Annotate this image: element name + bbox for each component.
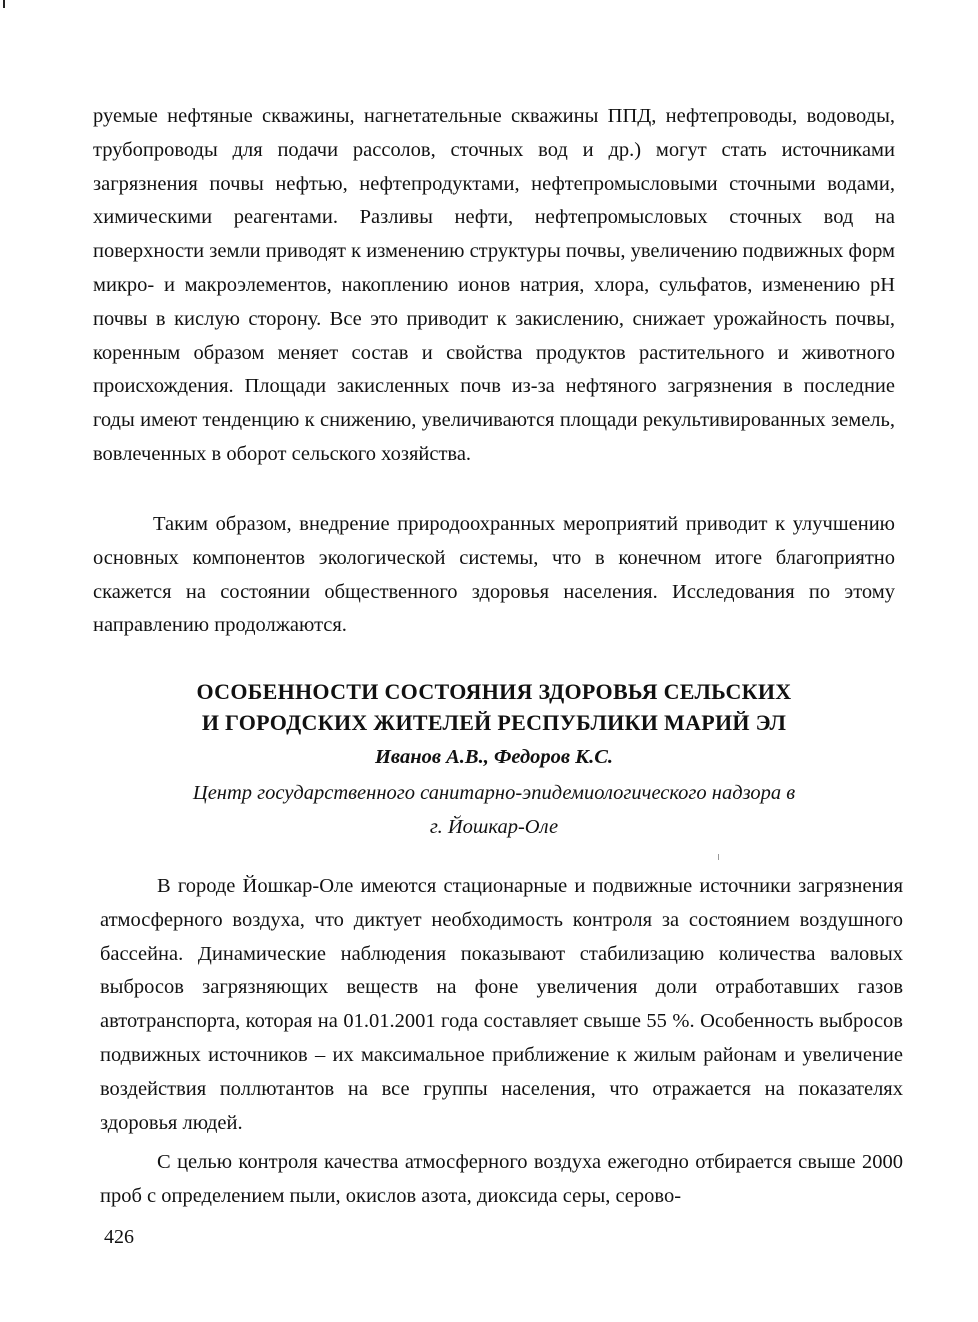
article-paragraph-1: В городе Йошкар-Оле имеются стационарные и подвижные источники загрязнения атмосферного воздуха, что диктует необходимость контроля за состоянием воздушного бассейна. Динамические наблюдения показывают стабилизацию количества валовых выбросов загрязняющих веществ на фоне увеличения доли отработавших газов автотранспорта, которая на 01.01.2001 года составляет свыше 55 %. Особенность выбросов подвижных источников – их максимальное приближение к жилым районам и увеличение воздействия поллютантов на все группы населения, что отражается на показателях здоровья людей.: [100, 875, 903, 1134]
article-title-line-1: ОСОБЕННОСТИ СОСТОЯНИЯ ЗДОРОВЬЯ СЕЛЬСКИХ: [196, 679, 792, 704]
article-title: [93, 676, 895, 738]
article-paragraph-2: С целью контроля качества атмосферного воздуха ежегодно отбирается свыше 2000 проб с определением пыли, окислов азота, диоксида серы, серово-: [100, 1151, 903, 1207]
affiliation-line-1: Центр государственного санитарно-эпидемиологического надзора в: [192, 782, 796, 804]
affiliation-line-2: г. Йошкар-Оле: [429, 816, 559, 838]
article-affiliation: [93, 776, 895, 844]
page-number: 426: [104, 1226, 134, 1248]
scan-mark: [3, 0, 5, 8]
article-authors: Иванов А.В., Федоров К.С.: [374, 746, 614, 768]
paragraph-conclusion: Таким образом, внедрение природоохранных мероприятий приводит к улучшению основных компонентов экологической системы, что в конечном итоге благоприятно скажется на состоянии общественного здоровья населения. Исследования по этому направлению продолжаются.: [93, 513, 895, 637]
article-title-line-2: И ГОРОДСКИХ ЖИТЕЛЕЙ РЕСПУБЛИКИ МАРИЙ ЭЛ: [201, 710, 787, 735]
paragraph-continued: руемые нефтяные скважины, нагнетательные скважины ППД, нефтепроводы, водоводы, трубопроводы для подачи рассолов, сточных вод и др.) могут стать источниками загрязнения почвы нефтью, нефтепродуктами, нефтепромысловыми сточными водами, химическими реагентами. Разливы нефти, нефтепромысловых сточных вод на поверхности земли приводят к изменению структуры почвы, увеличению подвижных форм микро- и макроэлементов, накоплению ионов натрия, хлора, сульфатов, изменению pH почвы в кислую сторону. Все это приводит к закислению, снижает урожайность почвы, коренным образом меняет состав и свойства продуктов растительного и животного происхождения. Площади закисленных почв из-за нефтяного загрязнения в последние годы имеют тенденцию к снижению, увеличиваются площади рекультивированных земель, вовлеченных в оборот сельского хозяйства.: [93, 105, 895, 465]
scan-artifact: [718, 854, 719, 860]
